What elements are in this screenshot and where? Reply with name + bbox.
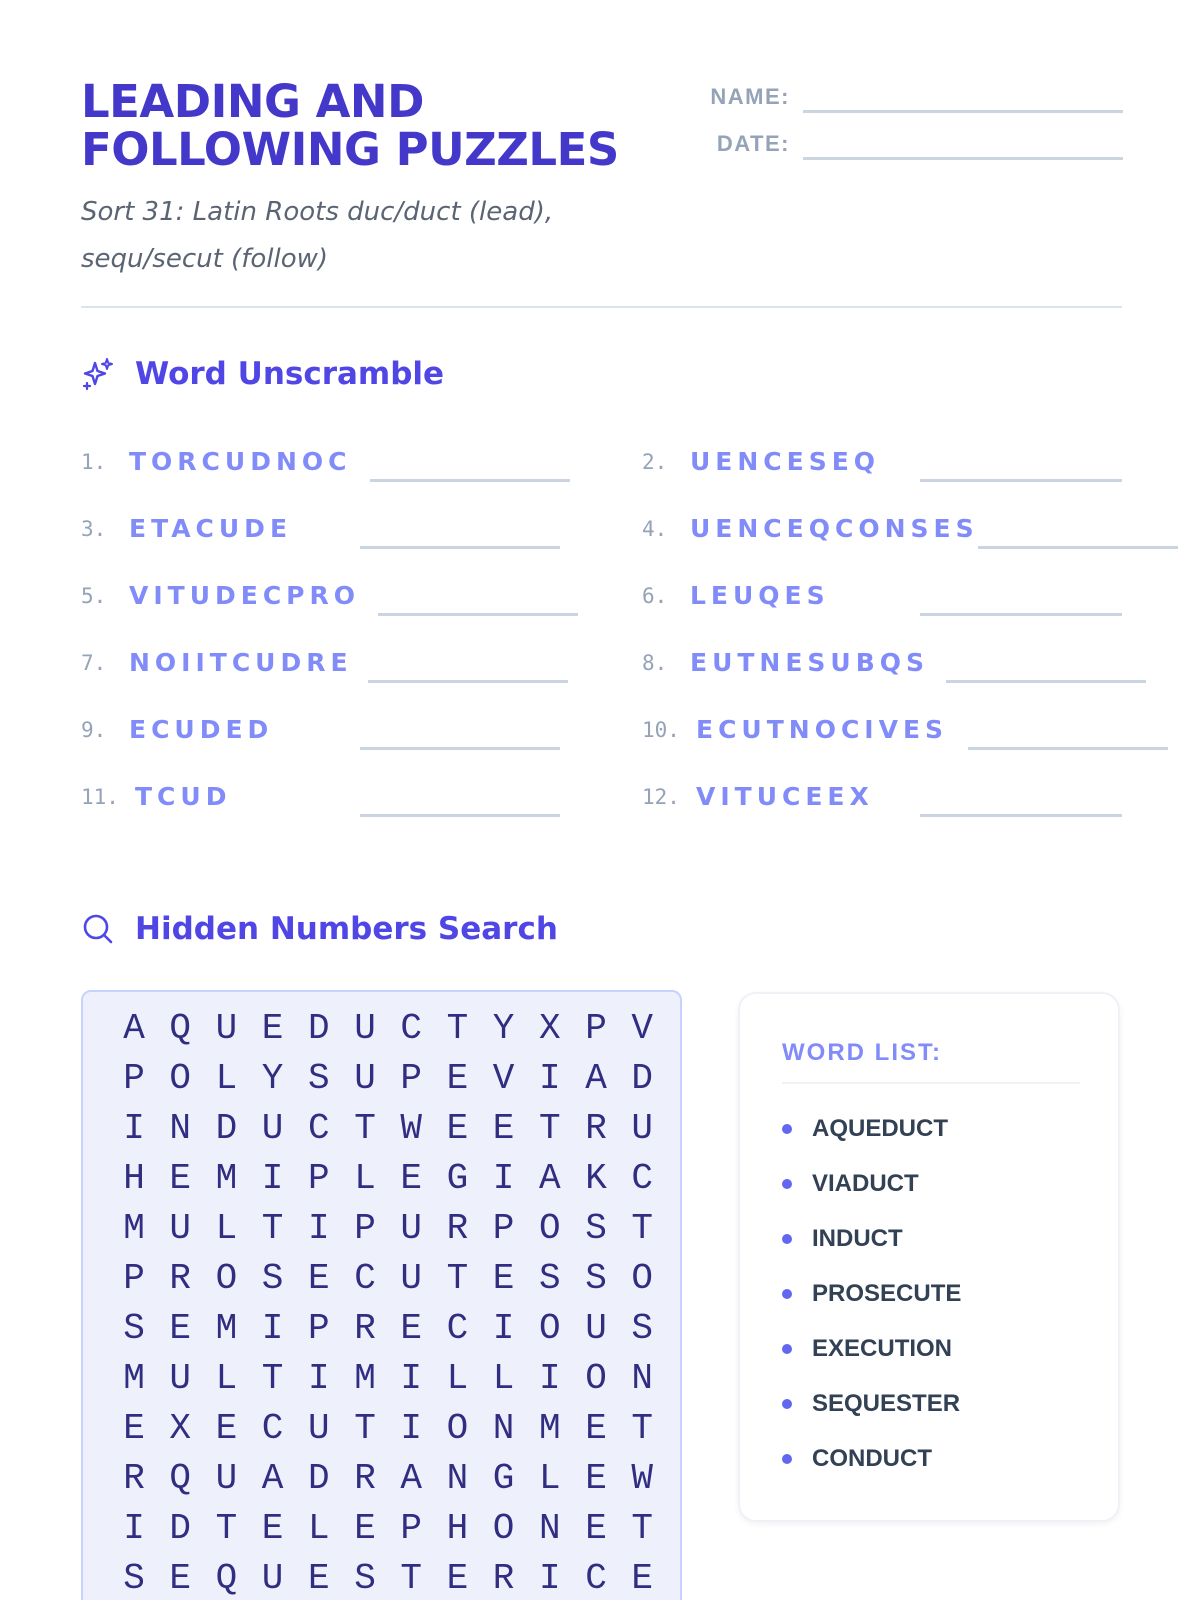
grid-letter[interactable]: C <box>307 1108 330 1149</box>
grid-letter[interactable]: U <box>215 1008 238 1049</box>
grid-row <box>111 1404 671 1454</box>
grid-letter[interactable]: S <box>538 1258 561 1299</box>
unscramble-item <box>81 580 641 620</box>
grid-letter[interactable]: U <box>261 1558 284 1599</box>
grid-letter[interactable]: X <box>169 1408 191 1449</box>
unscramble-item <box>642 446 1200 486</box>
grid-letter[interactable]: L <box>446 1358 469 1399</box>
word-list-word: AQUEDUCT <box>812 1115 948 1142</box>
answer-line[interactable] <box>368 680 568 683</box>
grid-letter[interactable]: T <box>631 1408 653 1449</box>
grid-letter[interactable]: E <box>492 1108 515 1149</box>
unscramble-item-number: 11. <box>81 785 119 809</box>
grid-letter[interactable]: X <box>538 1008 561 1049</box>
grid-letter[interactable]: P <box>354 1208 376 1249</box>
grid-letter[interactable]: Q <box>215 1558 238 1599</box>
grid-letter[interactable]: E <box>585 1408 607 1449</box>
grid-letter[interactable]: D <box>631 1058 653 1099</box>
grid-letter[interactable]: I <box>538 1558 561 1599</box>
grid-letter[interactable]: T <box>215 1508 238 1549</box>
grid-letter[interactable]: R <box>492 1558 515 1599</box>
grid-letter[interactable]: N <box>169 1108 191 1149</box>
grid-letter[interactable]: E <box>354 1508 376 1549</box>
grid-letter[interactable]: T <box>261 1358 284 1399</box>
grid-row <box>111 1054 671 1104</box>
grid-letter[interactable]: M <box>354 1358 376 1399</box>
grid-letter[interactable]: E <box>307 1258 330 1299</box>
scrambled-word: TORCUDNOC <box>129 447 352 476</box>
grid-letter[interactable]: S <box>631 1308 653 1349</box>
grid-letter[interactable]: E <box>169 1308 191 1349</box>
unscramble-item <box>642 580 1200 620</box>
unscramble-item-number: 8. <box>642 651 668 675</box>
grid-letter[interactable]: D <box>307 1008 330 1049</box>
grid-letter[interactable]: R <box>123 1458 145 1499</box>
unscramble-item-number: 4. <box>642 517 668 541</box>
scrambled-word: UENCEQCONSES <box>690 514 979 543</box>
grid-letter[interactable]: N <box>492 1408 515 1449</box>
scrambled-word: ECUDED <box>129 715 274 744</box>
grid-row <box>111 1554 671 1600</box>
word-list-word: VIADUCT <box>812 1170 919 1197</box>
bullet-icon <box>782 1124 792 1134</box>
grid-letter[interactable]: H <box>123 1158 145 1199</box>
unscramble-item-number: 3. <box>81 517 107 541</box>
grid-row <box>111 1204 671 1254</box>
grid-letter[interactable]: T <box>354 1108 376 1149</box>
grid-letter[interactable]: R <box>354 1308 376 1349</box>
grid-letter[interactable]: S <box>261 1258 284 1299</box>
grid-letter[interactable]: U <box>169 1358 191 1399</box>
bullet-icon <box>782 1399 792 1409</box>
grid-letter[interactable]: M <box>123 1358 145 1399</box>
unscramble-item-number: 10. <box>642 718 680 742</box>
scrambled-word: EUTNESUBQS <box>690 648 930 677</box>
unscramble-heading-text: Word Unscramble <box>135 356 445 392</box>
search-icon <box>81 912 115 946</box>
grid-letter[interactable]: O <box>215 1258 238 1299</box>
grid-letter[interactable]: I <box>123 1108 145 1149</box>
scrambled-word: ECUTNOCIVES <box>696 715 949 744</box>
word-list-word: PROSECUTE <box>812 1280 962 1307</box>
date-label: DATE: <box>716 131 790 156</box>
subtitle-line-1: Sort 31: Latin Roots duc/duct (lead), <box>81 197 554 227</box>
grid-letter[interactable]: E <box>492 1258 515 1299</box>
word-list-item <box>782 1444 932 1474</box>
page-subtitle <box>81 189 641 283</box>
grid-letter[interactable]: L <box>215 1058 238 1099</box>
scrambled-word: LEUQES <box>690 581 830 610</box>
grid-letter[interactable]: O <box>585 1358 607 1399</box>
unscramble-item-number: 6. <box>642 584 668 608</box>
grid-letter[interactable]: E <box>631 1558 653 1599</box>
grid-letter[interactable]: Y <box>492 1008 515 1049</box>
grid-letter[interactable]: I <box>400 1358 422 1399</box>
grid-letter[interactable]: E <box>446 1108 469 1149</box>
grid-row <box>111 1354 671 1404</box>
grid-letter[interactable]: S <box>123 1308 145 1349</box>
scrambled-word: VITUCEEX <box>696 782 874 811</box>
grid-letter[interactable]: D <box>169 1508 191 1549</box>
grid-letter[interactable]: A <box>400 1458 422 1499</box>
grid-letter[interactable]: E <box>446 1058 469 1099</box>
grid-letter[interactable]: P <box>307 1158 330 1199</box>
grid-letter[interactable]: U <box>354 1008 376 1049</box>
grid-letter[interactable]: H <box>446 1508 469 1549</box>
unscramble-item <box>81 513 641 553</box>
grid-letter[interactable]: O <box>492 1508 515 1549</box>
grid-letter[interactable]: U <box>631 1108 653 1149</box>
unscramble-item <box>81 781 641 821</box>
grid-letter[interactable]: I <box>307 1208 330 1249</box>
unscramble-section-heading <box>81 356 444 392</box>
grid-letter[interactable]: C <box>400 1008 422 1049</box>
page-title <box>81 75 681 176</box>
grid-letter[interactable]: Q <box>169 1008 191 1049</box>
word-list-word: CONDUCT <box>812 1445 932 1472</box>
grid-letter[interactable]: U <box>307 1408 330 1449</box>
grid-letter[interactable]: W <box>631 1458 653 1499</box>
grid-letter[interactable]: M <box>215 1308 238 1349</box>
grid-letter[interactable]: E <box>585 1458 607 1499</box>
grid-letter[interactable]: I <box>538 1358 561 1399</box>
answer-line[interactable] <box>920 814 1122 817</box>
grid-letter[interactable]: Y <box>261 1058 284 1099</box>
word-list-panel <box>738 992 1120 1522</box>
grid-row <box>111 1004 671 1054</box>
grid-letter[interactable]: T <box>631 1508 653 1549</box>
grid-letter[interactable]: G <box>492 1458 515 1499</box>
answer-line[interactable] <box>968 747 1168 750</box>
grid-letter[interactable]: V <box>492 1058 515 1099</box>
bullet-icon <box>782 1344 792 1354</box>
grid-letter[interactable]: W <box>400 1108 422 1149</box>
answer-line[interactable] <box>378 613 578 616</box>
grid-letter[interactable]: T <box>538 1108 561 1149</box>
grid-letter[interactable]: S <box>585 1208 607 1249</box>
grid-letter[interactable]: U <box>169 1208 191 1249</box>
unscramble-item-number: 9. <box>81 718 107 742</box>
word-list-word: SEQUESTER <box>812 1390 961 1417</box>
unscramble-item-number: 2. <box>642 450 668 474</box>
grid-letter[interactable]: R <box>354 1458 376 1499</box>
grid-letter[interactable]: E <box>123 1408 145 1449</box>
grid-letter[interactable]: U <box>261 1108 284 1149</box>
grid-letter[interactable]: I <box>307 1358 330 1399</box>
grid-letter[interactable]: S <box>585 1258 607 1299</box>
grid-letter[interactable]: N <box>446 1458 469 1499</box>
grid-letter[interactable]: P <box>307 1308 330 1349</box>
unscramble-item <box>642 714 1200 754</box>
grid-letter[interactable]: E <box>261 1008 284 1049</box>
grid-letter[interactable]: O <box>446 1408 469 1449</box>
bullet-icon <box>782 1234 792 1244</box>
word-list-item <box>782 1389 960 1419</box>
grid-letter[interactable]: P <box>400 1508 422 1549</box>
name-label: NAME: <box>710 84 790 109</box>
word-list-item <box>782 1334 952 1364</box>
unscramble-item-number: 12. <box>642 785 680 809</box>
grid-letter[interactable]: G <box>446 1158 469 1199</box>
grid-row <box>111 1254 671 1304</box>
grid-letter[interactable]: D <box>215 1108 238 1149</box>
grid-letter[interactable]: T <box>446 1008 469 1049</box>
grid-letter[interactable]: S <box>354 1558 376 1599</box>
grid-letter[interactable]: P <box>585 1008 607 1049</box>
answer-line[interactable] <box>920 479 1122 482</box>
unscramble-item <box>81 714 641 754</box>
grid-letter[interactable]: O <box>169 1058 191 1099</box>
word-list-item <box>782 1169 919 1199</box>
scrambled-word: ETACUDE <box>129 514 293 543</box>
grid-letter[interactable]: I <box>400 1408 422 1449</box>
scrambled-word: TCUD <box>135 782 232 811</box>
answer-line[interactable] <box>360 814 560 817</box>
answer-line[interactable] <box>920 613 1122 616</box>
word-list-divider <box>782 1082 1080 1084</box>
word-list-item <box>782 1114 948 1144</box>
grid-letter[interactable]: S <box>123 1558 145 1599</box>
grid-letter[interactable]: E <box>215 1408 238 1449</box>
grid-letter[interactable]: R <box>585 1108 607 1149</box>
answer-line[interactable] <box>360 747 560 750</box>
grid-letter[interactable]: E <box>400 1308 422 1349</box>
grid-letter[interactable]: C <box>354 1258 376 1299</box>
grid-letter[interactable]: I <box>538 1058 561 1099</box>
grid-letter[interactable]: M <box>123 1208 145 1249</box>
grid-letter[interactable]: L <box>492 1358 515 1399</box>
unscramble-item <box>642 513 1200 553</box>
grid-letter[interactable]: L <box>215 1358 238 1399</box>
grid-row <box>111 1454 671 1504</box>
grid-letter[interactable]: T <box>631 1208 653 1249</box>
grid-letter[interactable]: E <box>307 1558 330 1599</box>
search-section-heading <box>81 911 558 947</box>
grid-letter[interactable]: C <box>446 1308 469 1349</box>
answer-line[interactable] <box>360 546 560 549</box>
grid-letter[interactable]: L <box>538 1458 561 1499</box>
grid-letter[interactable]: C <box>631 1158 653 1199</box>
grid-letter[interactable]: T <box>446 1258 469 1299</box>
grid-letter[interactable]: E <box>169 1558 191 1599</box>
grid-letter[interactable]: D <box>307 1458 330 1499</box>
bullet-icon <box>782 1179 792 1189</box>
grid-letter[interactable]: I <box>261 1308 284 1349</box>
grid-row <box>111 1504 671 1554</box>
word-list-word: EXECUTION <box>812 1335 953 1362</box>
grid-letter[interactable]: T <box>354 1408 376 1449</box>
name-field[interactable] <box>803 110 1123 113</box>
grid-letter[interactable]: N <box>538 1508 561 1549</box>
subtitle-line-2: sequ/secut (follow) <box>81 244 329 274</box>
grid-row <box>111 1154 671 1204</box>
word-list-item <box>782 1224 903 1254</box>
grid-letter[interactable]: O <box>631 1258 653 1299</box>
grid-letter[interactable]: C <box>585 1558 607 1599</box>
unscramble-item-number: 7. <box>81 651 107 675</box>
grid-letter[interactable]: A <box>585 1058 607 1099</box>
unscramble-item <box>81 647 641 687</box>
grid-letter[interactable]: L <box>215 1208 238 1249</box>
grid-letter[interactable]: P <box>400 1058 422 1099</box>
bullet-icon <box>782 1454 792 1464</box>
grid-letter[interactable]: S <box>307 1058 330 1099</box>
grid-letter[interactable]: A <box>261 1458 284 1499</box>
grid-letter[interactable]: V <box>631 1008 653 1049</box>
grid-letter[interactable]: U <box>400 1208 422 1249</box>
scrambled-word: UENCESEQ <box>690 447 881 476</box>
unscramble-item <box>642 647 1200 687</box>
grid-letter[interactable]: I <box>123 1508 145 1549</box>
grid-letter[interactable]: T <box>400 1558 422 1599</box>
grid-letter[interactable]: T <box>261 1208 284 1249</box>
scrambled-word: VITUDECPRO <box>129 581 361 610</box>
grid-letter[interactable]: R <box>446 1208 469 1249</box>
answer-line[interactable] <box>978 546 1178 549</box>
grid-letter[interactable]: O <box>538 1308 561 1349</box>
word-list-item <box>782 1279 961 1309</box>
grid-letter[interactable]: P <box>123 1058 145 1099</box>
grid-letter[interactable]: M <box>215 1158 238 1199</box>
grid-letter[interactable]: U <box>354 1058 376 1099</box>
title-line-1: LEADING AND <box>81 75 424 128</box>
grid-letter[interactable]: U <box>400 1258 422 1299</box>
answer-line[interactable] <box>946 680 1146 683</box>
grid-letter[interactable]: I <box>492 1158 515 1199</box>
grid-letter[interactable]: E <box>400 1158 422 1199</box>
grid-letter[interactable]: R <box>169 1258 191 1299</box>
grid-letter[interactable]: M <box>538 1408 561 1449</box>
word-list-title: WORD LIST: <box>782 1039 942 1066</box>
grid-letter[interactable]: Q <box>169 1458 191 1499</box>
word-search-grid[interactable] <box>81 990 682 1600</box>
header-divider <box>81 306 1122 308</box>
grid-row <box>111 1304 671 1354</box>
grid-letter[interactable]: P <box>123 1258 145 1299</box>
grid-letter[interactable]: O <box>538 1208 561 1249</box>
unscramble-item-number: 5. <box>81 584 107 608</box>
unscramble-item <box>642 781 1200 821</box>
date-field[interactable] <box>803 157 1123 160</box>
scrambled-word: NOIITCUDRE <box>129 648 353 677</box>
title-line-2: FOLLOWING PUZZLES <box>81 123 619 176</box>
grid-letter[interactable]: K <box>585 1158 607 1199</box>
grid-letter[interactable]: U <box>215 1458 238 1499</box>
grid-row <box>111 1104 671 1154</box>
bullet-icon <box>782 1289 792 1299</box>
grid-letter[interactable]: C <box>261 1408 284 1449</box>
grid-letter[interactable]: A <box>538 1158 561 1199</box>
grid-letter[interactable]: P <box>492 1208 515 1249</box>
grid-letter[interactable]: E <box>446 1558 469 1599</box>
unscramble-item <box>81 446 641 486</box>
search-heading-text: Hidden Numbers Search <box>135 911 558 947</box>
grid-letter[interactable]: I <box>261 1158 284 1199</box>
grid-letter[interactable]: N <box>631 1358 653 1399</box>
grid-letter[interactable]: L <box>307 1508 330 1549</box>
grid-letter[interactable]: E <box>585 1508 607 1549</box>
grid-letter[interactable]: E <box>261 1508 284 1549</box>
sparkles-icon <box>81 357 115 391</box>
unscramble-item-number: 1. <box>81 450 107 474</box>
grid-letter[interactable]: A <box>123 1008 145 1049</box>
word-list-word: INDUCT <box>812 1225 903 1252</box>
answer-line[interactable] <box>370 479 570 482</box>
grid-letter[interactable]: U <box>585 1308 607 1349</box>
grid-letter[interactable]: E <box>169 1158 191 1199</box>
grid-letter[interactable]: I <box>492 1308 515 1349</box>
grid-letter[interactable]: L <box>354 1158 376 1199</box>
